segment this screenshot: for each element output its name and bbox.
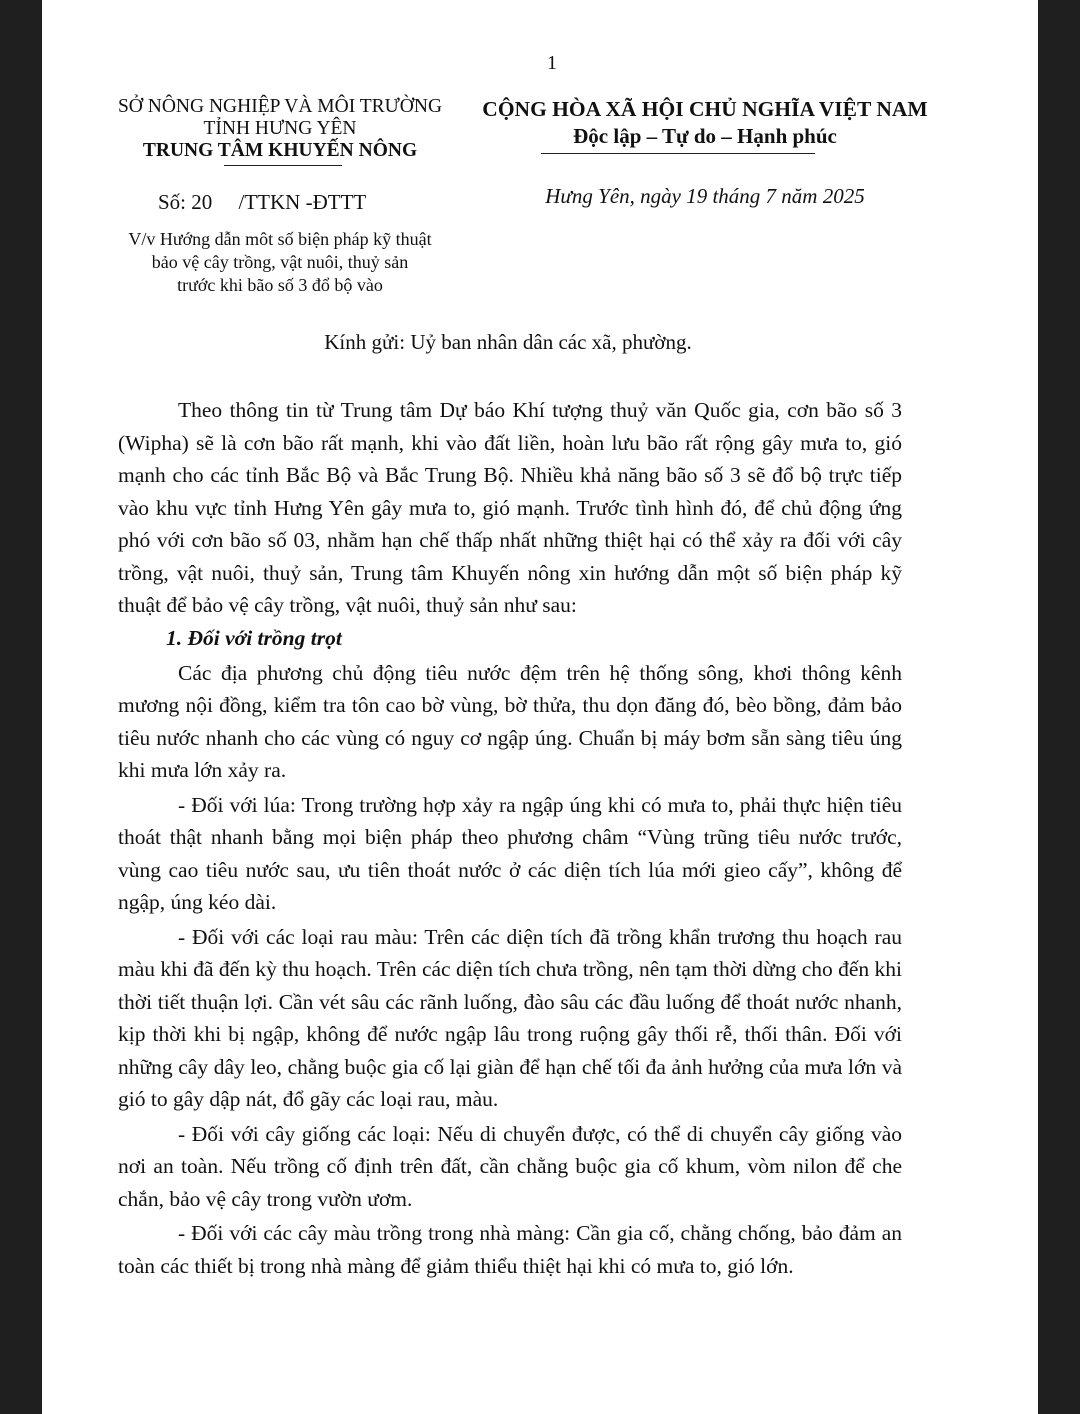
paragraph: - Đối với các loại rau màu: Trên các diện tích đã trồng khẩn trương thu hoạch rau màu khi đã đến kỳ thu hoạch. Trên các diện tích chưa trồng, nên tạm thời dừng cho đến khi thời tiết thuận lợi. Cần vét sâu các rãnh luống, đào sâu các đầu luống để thoát nước nhanh, kịp thời khi bị ngập, không để nước ngập lâu trong ruộng gây thối rễ, thối thân. Đối với những cây dây leo, chằng buộc gia cố lại giàn để hạn chế tối đa ảnh hưởng của mưa lớn và gió to gây dập nát, đổ gãy các loại rau, màu. <box>118 924 903 1111</box>
document-number: Số: 20 /TTKN -ĐTTT <box>158 190 367 214</box>
issuing-organization <box>100 96 460 162</box>
org-line-2: TỈNH HƯNG YÊN <box>203 118 357 139</box>
paragraph: Các địa phương chủ động tiêu nước đệm trên hệ thống sông, khơi thông kênh mương nội đồng, kiểm tra tôn cao bờ vùng, bờ thửa, thu dọn đăng đó, bèo bồng, đảm bảo tiêu nước nhanh cho các vùng có nguy cơ ngập úng. Chuẩn bị máy bơm sẵn sàng tiêu úng khi mưa lớn xảy ra. <box>118 660 902 782</box>
paragraph: - Đối với lúa: Trong trường hợp xảy ra ngập úng khi có mưa to, phải thực hiện tiêu thoát thật nhanh bằng mọi biện pháp theo phương châm “Vùng trũng tiêu nước trước, vùng cao tiêu nước sau, ưu tiên thoát nước ở các diện tích lúa mới gieo cấy”, không để ngập, úng kéo dài. <box>118 792 902 914</box>
org-line-3: TRUNG TÂM KHUYẾN NÔNG <box>142 140 418 161</box>
page-number: 1 <box>547 52 557 74</box>
subject-line: bảo vệ cây trồng, vật nuôi, thuỷ sản <box>151 252 409 272</box>
paragraph: - Đối với các cây màu trồng trong nhà màng: Cần gia cố, chằng chống, bảo đảm an toàn các thiết bị trong nhà màng để giảm thiểu thiệt hại khi có mưa to, gió lớn. <box>118 1221 902 1278</box>
document-date: Hưng Yên, ngày 19 tháng 7 năm 2025 <box>545 184 865 208</box>
motto: Độc lập – Tự do – Hạnh phúc <box>573 124 837 148</box>
national-heading <box>455 96 955 150</box>
subject-line: trước khi bão số 3 đổ bộ vào <box>177 275 383 295</box>
org-underline <box>224 165 342 166</box>
intro-paragraph: Theo thông tin từ Trung tâm Dự báo Khí tượng thuỷ văn Quốc gia, cơn bão số 3 (Wipha) sẽ là cơn bão rất mạnh, khi vào đất liền, hoàn lưu bão rất rộng gây mưa to, gió mạnh cho các tỉnh Bắc Bộ và Bắc Trung Bộ. Nhiều khả năng bão số 3 sẽ đổ bộ trực tiếp vào khu vực tỉnh Hưng Yên gây mưa to, gió mạnh. Trước tình hình đó, để chủ động ứng phó với cơn bão số 03, nhằm hạn chế thấp nhất những thiệt hại có thể xảy ra đối với cây trồng, vật nuôi, thuỷ sản, Trung tâm Khuyến nông xin hướng dẫn một số biện pháp kỹ thuật để bảo vệ cây trồng, vật nuôi, thuỷ sản như sau: <box>118 398 902 617</box>
section-heading: 1. Đối với trồng trọt <box>166 625 342 650</box>
org-line-1: SỞ NÔNG NGHIỆP VÀ MÔI TRƯỜNG <box>117 96 443 117</box>
nation-title: CỘNG HÒA XÃ HỘI CHỦ NGHĨA VIỆT NAM <box>482 97 928 121</box>
subject-line: V/v Hướng dẫn môt số biện pháp kỹ thuật <box>128 229 432 249</box>
recipient: Kính gửi: Uỷ ban nhân dân các xã, phường. <box>324 330 692 354</box>
document-body <box>118 394 902 1282</box>
document-subject <box>115 228 445 297</box>
paragraph: - Đối với cây giống các loại: Nếu di chuyển được, có thể di chuyển cây giống vào nơi an toàn. Nếu trồng cố định trên đất, cần chằng buộc gia cố khum, vòm nilon để che chắn, bảo vệ cây trong vườn ươm. <box>118 1121 902 1211</box>
motto-underline <box>541 153 815 154</box>
